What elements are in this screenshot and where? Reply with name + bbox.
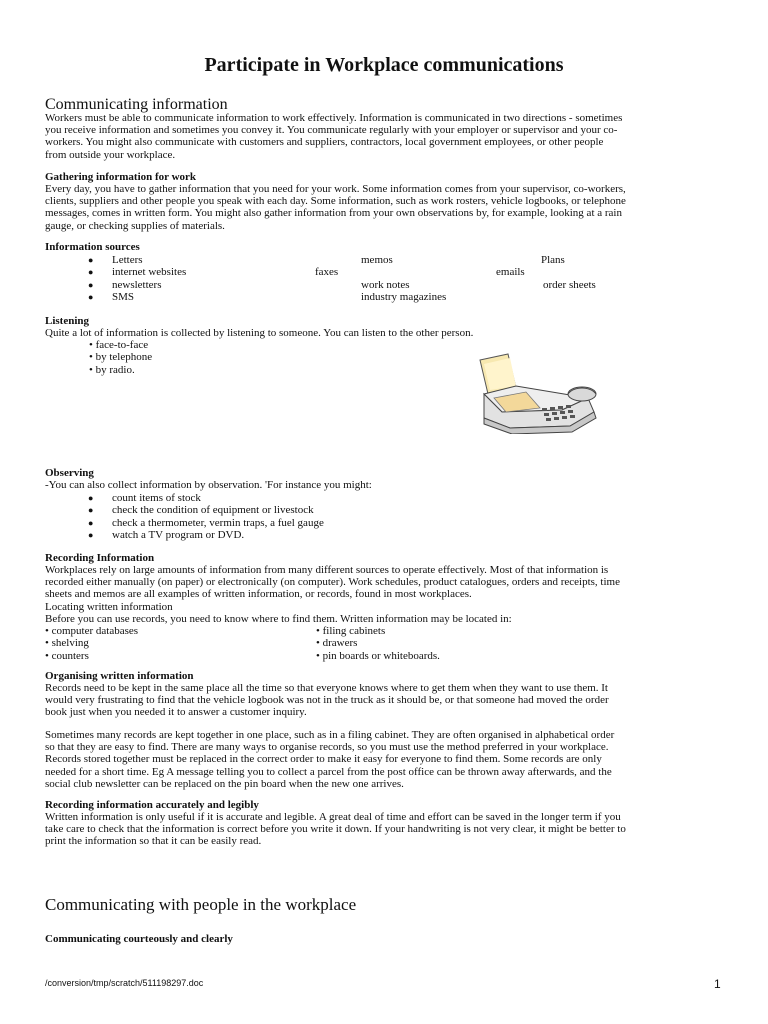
text-line: take care to check that the information is correct before you write it down. If your handwriting is not very clear, it might be better to — [45, 823, 626, 836]
paragraph-recording-information — [45, 564, 725, 625]
paragraph-listening: Quite a lot of information is collected by listening to someone. You can listen to the other person. — [45, 327, 474, 339]
paragraph-organising-1 — [45, 682, 725, 719]
text-line: Before you can use records, you need to know where to find them. Written information may be located in: — [45, 612, 512, 625]
paragraph-recording-accurately — [45, 811, 725, 848]
locations-list-right — [316, 625, 440, 662]
text-line: Records need to be kept in the same place all the time so that everyone knows where to get them when they want to use them. It — [45, 682, 608, 694]
subheading-communicating-courteously: Communicating courteously and clearly — [45, 933, 233, 945]
text-line: Every day, you have to gather information that you need for your work. Some information comes from your supervisor, co-workers, — [45, 183, 626, 195]
footer-file-path: /conversion/tmp/scratch/511198297.doc — [45, 978, 204, 988]
paragraph-observing: -You can also collect information by observation. 'For instance you might: — [45, 479, 372, 491]
text-line: needed for a short time. Eg A message telling you to collect a parcel from the post office can be thrown away afterwards, and the — [45, 765, 612, 778]
paragraph-organising-2 — [45, 729, 725, 790]
subheading-information-sources: Information sources — [45, 241, 140, 253]
bullet: ● — [88, 493, 94, 503]
source-item: emails — [496, 266, 525, 279]
text-line: Locating written information — [45, 600, 173, 613]
text-line: workers. You might also communicate with customers and suppliers, contractors, local government employees, or other people — [45, 136, 604, 149]
text-line: clients, suppliers and other people you speak with each day. Some information, such as work rosters, vehicle logbooks, or telephone — [45, 195, 626, 208]
bullet: ● — [88, 505, 94, 516]
paragraph-communicating-information — [45, 112, 725, 161]
subheading-gathering-information: Gathering information for work — [45, 171, 197, 183]
list-item: • drawers — [316, 637, 358, 650]
source-item: newsletters — [112, 278, 162, 291]
text-line: book just when you needed it to answer a customer inquiry. — [45, 706, 307, 719]
text-line: Written information is only useful if it is accurate and legible. A great deal of time and effort can be saved in the longer term if you — [45, 811, 621, 823]
text-line: Sometimes many records are kept together in one place, such as in a filing cabinet. They are often organised in alphabetical order — [45, 729, 615, 741]
subheading-recording-accurately: Recording information accurately and legibly — [45, 799, 259, 811]
list-item — [0, 492, 768, 504]
list-item: • computer databases — [45, 625, 139, 637]
text-line: would very frustrating to find that the vehicle logbook was not in the truck as it should be, or that someone had moved the order — [45, 694, 609, 707]
bullet: ● — [88, 291, 94, 302]
paragraph-gathering-information — [45, 183, 725, 232]
text-line: recorded either manually (on paper) or electronically (on computer). Work schedules, product catalogues, orders and receipts, time — [45, 576, 620, 589]
source-item: order sheets — [543, 278, 596, 291]
text-line: sheets and memos are all examples of written information, or records, found in most workplaces. — [45, 588, 472, 601]
list-item: • by radio. — [89, 363, 135, 376]
list-item — [0, 504, 768, 516]
listening-list — [89, 339, 152, 376]
source-item: internet websites — [112, 266, 187, 279]
source-item: SMS — [112, 290, 135, 303]
observation-item: watch a TV program or DVD. — [112, 528, 245, 541]
list-item — [0, 291, 768, 303]
list-item — [0, 254, 768, 266]
text-line: from outside your workplace. — [45, 148, 176, 161]
list-item: • filing cabinets — [316, 625, 386, 637]
observation-item: check a thermometer, vermin traps, a fuel gauge — [112, 516, 324, 529]
page-number: 1 — [714, 977, 721, 991]
subheading-organising-written-information: Organising written information — [45, 670, 194, 682]
list-item — [0, 279, 768, 291]
observation-item: check the condition of equipment or livestock — [112, 504, 314, 517]
source-item: memos — [361, 254, 393, 266]
source-item: industry magazines — [361, 290, 447, 303]
observing-list — [0, 492, 768, 541]
text-line: messages, comes in written form. You might also gather information from your own observations by, for example, looking at a rain — [45, 207, 622, 220]
bullet: ● — [88, 517, 94, 528]
list-item: • pin boards or whiteboards. — [316, 649, 440, 662]
list-item — [0, 266, 768, 278]
source-item: work notes — [361, 278, 410, 291]
source-item: Letters — [112, 254, 143, 266]
page-title: Participate in Workplace communications — [204, 54, 564, 76]
observation-item: count items of stock — [112, 492, 201, 504]
text-line: so that they are easy to find. There are many ways to organise records, so you must use the method preferred in your workplace. — [45, 741, 609, 754]
subheading-recording-information: Recording Information — [45, 552, 155, 564]
list-item: • face-to-face — [89, 339, 149, 351]
text-line: Workers must be able to communicate information to work effectively. Information is communicated in two directions - sometimes — [45, 112, 623, 124]
text-line: gauge, or checking supplies of materials. — [45, 219, 225, 232]
text-line: print the information so that it can be easily read. — [45, 835, 262, 848]
text-line: Records stored together must be replaced in the correct order to make it easy for everyone to find them. Some records are only — [45, 753, 602, 766]
text-line: Workplaces rely on large amounts of information from many different sources to operate effectively. Most of that information is — [45, 564, 609, 576]
text-line: you receive information and sometimes you convey it. You communicate regularly with your employer or supervisor and your co- — [45, 124, 618, 137]
bullet: ● — [88, 255, 94, 265]
list-item — [0, 517, 768, 529]
section-heading-communicating-information: Communicating information — [45, 96, 228, 113]
list-item — [0, 529, 768, 541]
bullet: ● — [88, 267, 94, 278]
list-item: • counters — [45, 649, 89, 662]
list-item: • by telephone — [89, 351, 153, 364]
bullet: ● — [88, 529, 94, 540]
subheading-observing: Observing — [45, 467, 94, 479]
source-item: faxes — [315, 266, 339, 279]
source-item: Plans — [541, 254, 565, 266]
section-heading-communicating-with-people: Communicating with people in the workplace — [45, 895, 357, 914]
locations-list-left — [45, 625, 138, 662]
bullet: ● — [88, 279, 94, 290]
text-line: social club newsletter can be replaced on the pin board when the new one arrives. — [45, 777, 404, 790]
subheading-listening: Listening — [45, 315, 90, 327]
fax-machine-icon — [470, 352, 610, 434]
information-sources-list — [0, 254, 768, 303]
list-item: • shelving — [45, 637, 89, 650]
